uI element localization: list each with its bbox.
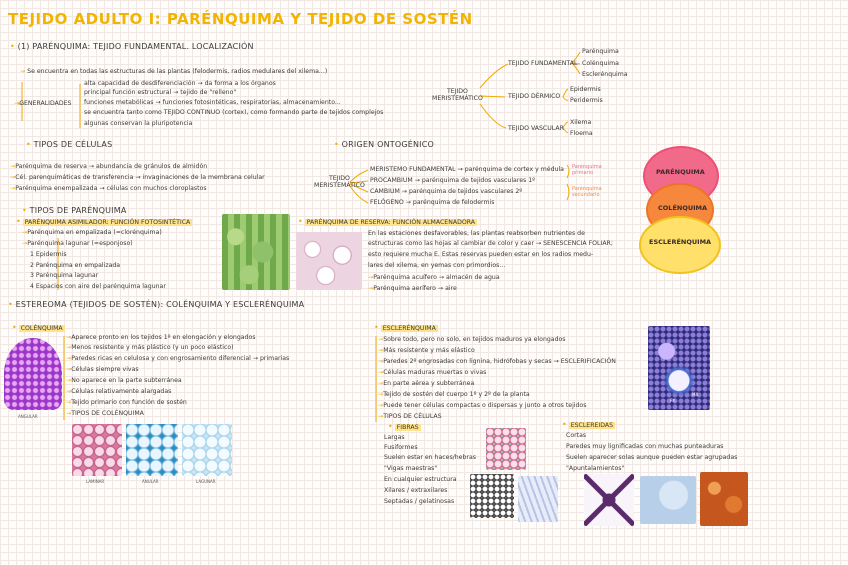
tree-root: TEJIDO MERISTEMÁTICO xyxy=(432,88,483,103)
estereoma-heading: • ESTEREOMA (TEJIDOS DE SOSTÉN): COLÉNQUIMA Y ESCLERÉNQUIMA xyxy=(8,300,305,309)
fibras-item: "Vigas maestras" xyxy=(384,465,438,472)
fibras-item: Fusiformes xyxy=(384,444,418,451)
fibras-item: En cualquier estructura xyxy=(384,476,457,483)
type-caption: LAMINAR xyxy=(86,479,105,484)
tree-branch-vascular: TEJIDO VASCULAR xyxy=(508,125,564,132)
origin-heading: • ORIGEN ONTOGÉNICO xyxy=(334,140,435,149)
leaf-layer-item: 3 Parénquima lagunar xyxy=(30,272,99,279)
origin-root: TEJIDO MERISTEMÁTICO xyxy=(314,175,365,190)
generalidades-item: se encuentra tanto como TEJIDO CONTINUO (cortex), como formando parte de tejidos complejos xyxy=(84,109,384,116)
esclerenquima-heading: • ESCLERÉNQUIMA xyxy=(374,323,436,332)
asimilador-item: →Parénquima en empalizada (=clorénquima) xyxy=(22,229,162,236)
cells-item: →Parénquima de reserva → abundancia de gránulos de almidón xyxy=(10,163,208,170)
laminar-image xyxy=(72,424,122,476)
esclereida-image-2 xyxy=(640,476,696,524)
colenquima-item: →Células relativamente alargadas xyxy=(66,388,172,395)
esclereidas-heading: • ESCLEREIDAS xyxy=(562,420,614,429)
leaf-layer-item: 2 Parénquima en empalizada xyxy=(30,262,121,269)
fibras-image-3 xyxy=(518,476,558,522)
fibras-image-1 xyxy=(486,428,526,470)
generalidades-item: alta capacidad de desdiferenciación → da forma a los órganos xyxy=(84,80,276,87)
reserva-text: estructuras como las hojas al cambiar de color y caer → SENESCENCIA FOLIAR; xyxy=(368,240,613,247)
tree-branch-fundamental: TEJIDO FUNDAMENTAL xyxy=(508,60,578,67)
esclereidas-item: Paredes muy lignificadas con muchas punteaduras xyxy=(566,443,724,450)
colenquima-item: →Células siempre vivas xyxy=(66,366,139,373)
esclerenquima-item: →En parte aérea y subterránea xyxy=(378,380,475,387)
fibras-item: Suelen estar en haces/hebras xyxy=(384,454,476,461)
cells-heading: • TIPOS DE CÉLULAS xyxy=(26,140,113,149)
generalidades-item: algunas conservan la pluripotencia xyxy=(84,120,193,127)
reserva-text: lares del xilema, en yemas con primordios... xyxy=(368,262,506,269)
tree-leaf: Floema xyxy=(570,130,593,137)
angular-caption: ANGULAR xyxy=(18,414,38,419)
origin-item: CAMBIUM → parénquima de tejidos vasculares 2º xyxy=(370,188,523,195)
colenquima-heading: • COLÉNQUIMA xyxy=(12,323,63,332)
esclereidas-item: Cortas xyxy=(566,432,587,439)
types-heading: • TIPOS DE PARÉNQUIMA xyxy=(22,206,127,215)
lagunar-image xyxy=(182,424,232,476)
fibras-image-2 xyxy=(470,474,514,518)
type-caption: LAGUNAR xyxy=(196,479,216,484)
cells-item: →Parénquima enempalizada → células con muchos cloroplastos xyxy=(10,185,207,192)
leaf-layer-item: 4 Espacios con aire del parénquima lagunar xyxy=(30,283,166,290)
tree-leaf: Peridermis xyxy=(570,97,603,104)
esclereidas-item: Suelen aparecer solas aunque pueden estar agrupadas xyxy=(566,454,738,461)
fibras-item: Largas xyxy=(384,434,405,441)
esclerenquima-item: →Más resistente y más elástico xyxy=(378,347,475,354)
venn-label: COLÉNQUIMA xyxy=(658,204,708,212)
reserva-text: esto requiere mucha E. Estas reservas pueden estar en los radios medu- xyxy=(368,251,594,258)
origin-item: PROCAMBIUM → parénquima de tejidos vasculares 1º xyxy=(370,177,536,184)
esclerenquima-item: →Tejido de sostén del cuerpo 1º y 2º de la planta xyxy=(378,391,530,398)
px-label: PX xyxy=(670,398,676,403)
venn-label: ESCLERÉNQUIMA xyxy=(649,238,712,246)
esclerificacion-image xyxy=(648,326,710,410)
reserva-item: →Parénquima acuífero → almacén de agua xyxy=(368,274,500,281)
reserva-text: En las estaciones desfavorables, las plantas reabsorben nutrientes de xyxy=(368,230,585,237)
tree-branch-dermico: TEJIDO DÉRMICO xyxy=(508,93,561,100)
fibras-item: Septadas / gelatinosas xyxy=(384,498,455,505)
venn-label: PARÉNQUIMA xyxy=(656,168,705,176)
section-parenquima-heading: • (1) PARÉNQUIMA: TEJIDO FUNDAMENTAL. LOCALIZACIÓN xyxy=(10,42,254,51)
origin-item: MERISTEMO FUNDAMENTAL → parénquima de cortex y médula xyxy=(370,166,564,173)
colenquima-item: →Aparece pronto en los tejidos 1º en elongación y elongados xyxy=(66,334,256,341)
mx-label: MX xyxy=(692,392,699,397)
tree-leaf: Xilema xyxy=(570,119,592,126)
colenquima-item: →No aparece en la parte subterránea xyxy=(66,377,182,384)
fibras-heading: • FIBRAS xyxy=(388,422,419,431)
cell-types-heading: →TIPOS DE CÉLULAS xyxy=(378,413,442,420)
anular-image xyxy=(126,424,178,476)
generalidades-item: principal función estructural → tejido de "relleno" xyxy=(84,89,237,96)
colenquima-item: →Paredes ricas en celulosa y con engrosamiento diferencial → primarias xyxy=(66,355,290,362)
origin-item: FELÓGENO → parénquima de felodermis xyxy=(370,199,495,206)
localization-text: → Se encuentra en todas las estructuras de las plantas (felodermis, radios medulares del xilema...) xyxy=(20,68,328,75)
colenquima-item: →Tejido primario con función de sostén xyxy=(66,399,187,406)
esclereidas-item: "Apuntalamientos" xyxy=(566,465,625,472)
fibras-item: Xilares / extraxilares xyxy=(384,487,448,494)
esclerenquima-item: →Sobre todo, pero no solo, en tejidos maduros ya elongados xyxy=(378,336,566,343)
tree-leaf: Parénquima xyxy=(582,48,619,55)
reserva-heading: • PARÉNQUIMA DE RESERVA: FUNCIÓN ALMACENADORA xyxy=(298,217,475,226)
asimilador-heading: • PARÉNQUIMA ASIMILADOR: FUNCIÓN FOTOSINTÉTICA xyxy=(16,217,191,226)
cells-item: →Cél. parenquimáticas de transferencia → invaginaciones de la membrana celular xyxy=(10,174,265,181)
asimilador-item: →Parénquima lagunar (=esponjoso) xyxy=(22,240,133,247)
reserve-micrograph xyxy=(296,232,362,290)
colenquima-item: →Menos resistente y más plástico (y un poco elástico) xyxy=(66,344,234,351)
esclerenquima-item: →Puede tener células compactas o dispersas y junto a otros tejidos xyxy=(378,402,587,409)
reserva-item: →Parénquima aerífero → aire xyxy=(368,285,457,292)
tree-leaf: Colénquima xyxy=(582,60,619,67)
origin-note-secondary: Parénquima secundario xyxy=(572,186,602,198)
palisade-micrograph xyxy=(222,214,290,290)
angular-colenquima-image xyxy=(4,338,62,410)
colenquima-types-heading: →TIPOS DE COLÉNQUIMA xyxy=(66,410,144,417)
tree-leaf: Epidermis xyxy=(570,86,601,93)
esclerenquima-item: →Paredes 2º engrosadas con lignina, hidrófobas y secas → ESCLERIFICACIÓN xyxy=(378,358,616,365)
esclereida-image-1 xyxy=(584,474,634,526)
type-caption: ANULAR xyxy=(142,479,159,484)
origin-note-primary: Parénquima primario xyxy=(572,164,602,176)
page-title: TEJIDO ADULTO I: PARÉNQUIMA Y TEJIDO DE SOSTÉN xyxy=(8,10,473,28)
generalidades-item: funciones metabólicas → funciones fotosintéticas, respiratorias, almacenamiento... xyxy=(84,99,341,106)
tree-leaf: Esclerénquima xyxy=(582,71,628,78)
leaf-layer-item: 1 Epidermis xyxy=(30,251,67,258)
esclerenquima-item: →Células maduras muertas o vivas xyxy=(378,369,487,376)
generalidades-label: →GENERALIDADES xyxy=(14,100,72,107)
esclereida-image-3 xyxy=(700,472,748,526)
